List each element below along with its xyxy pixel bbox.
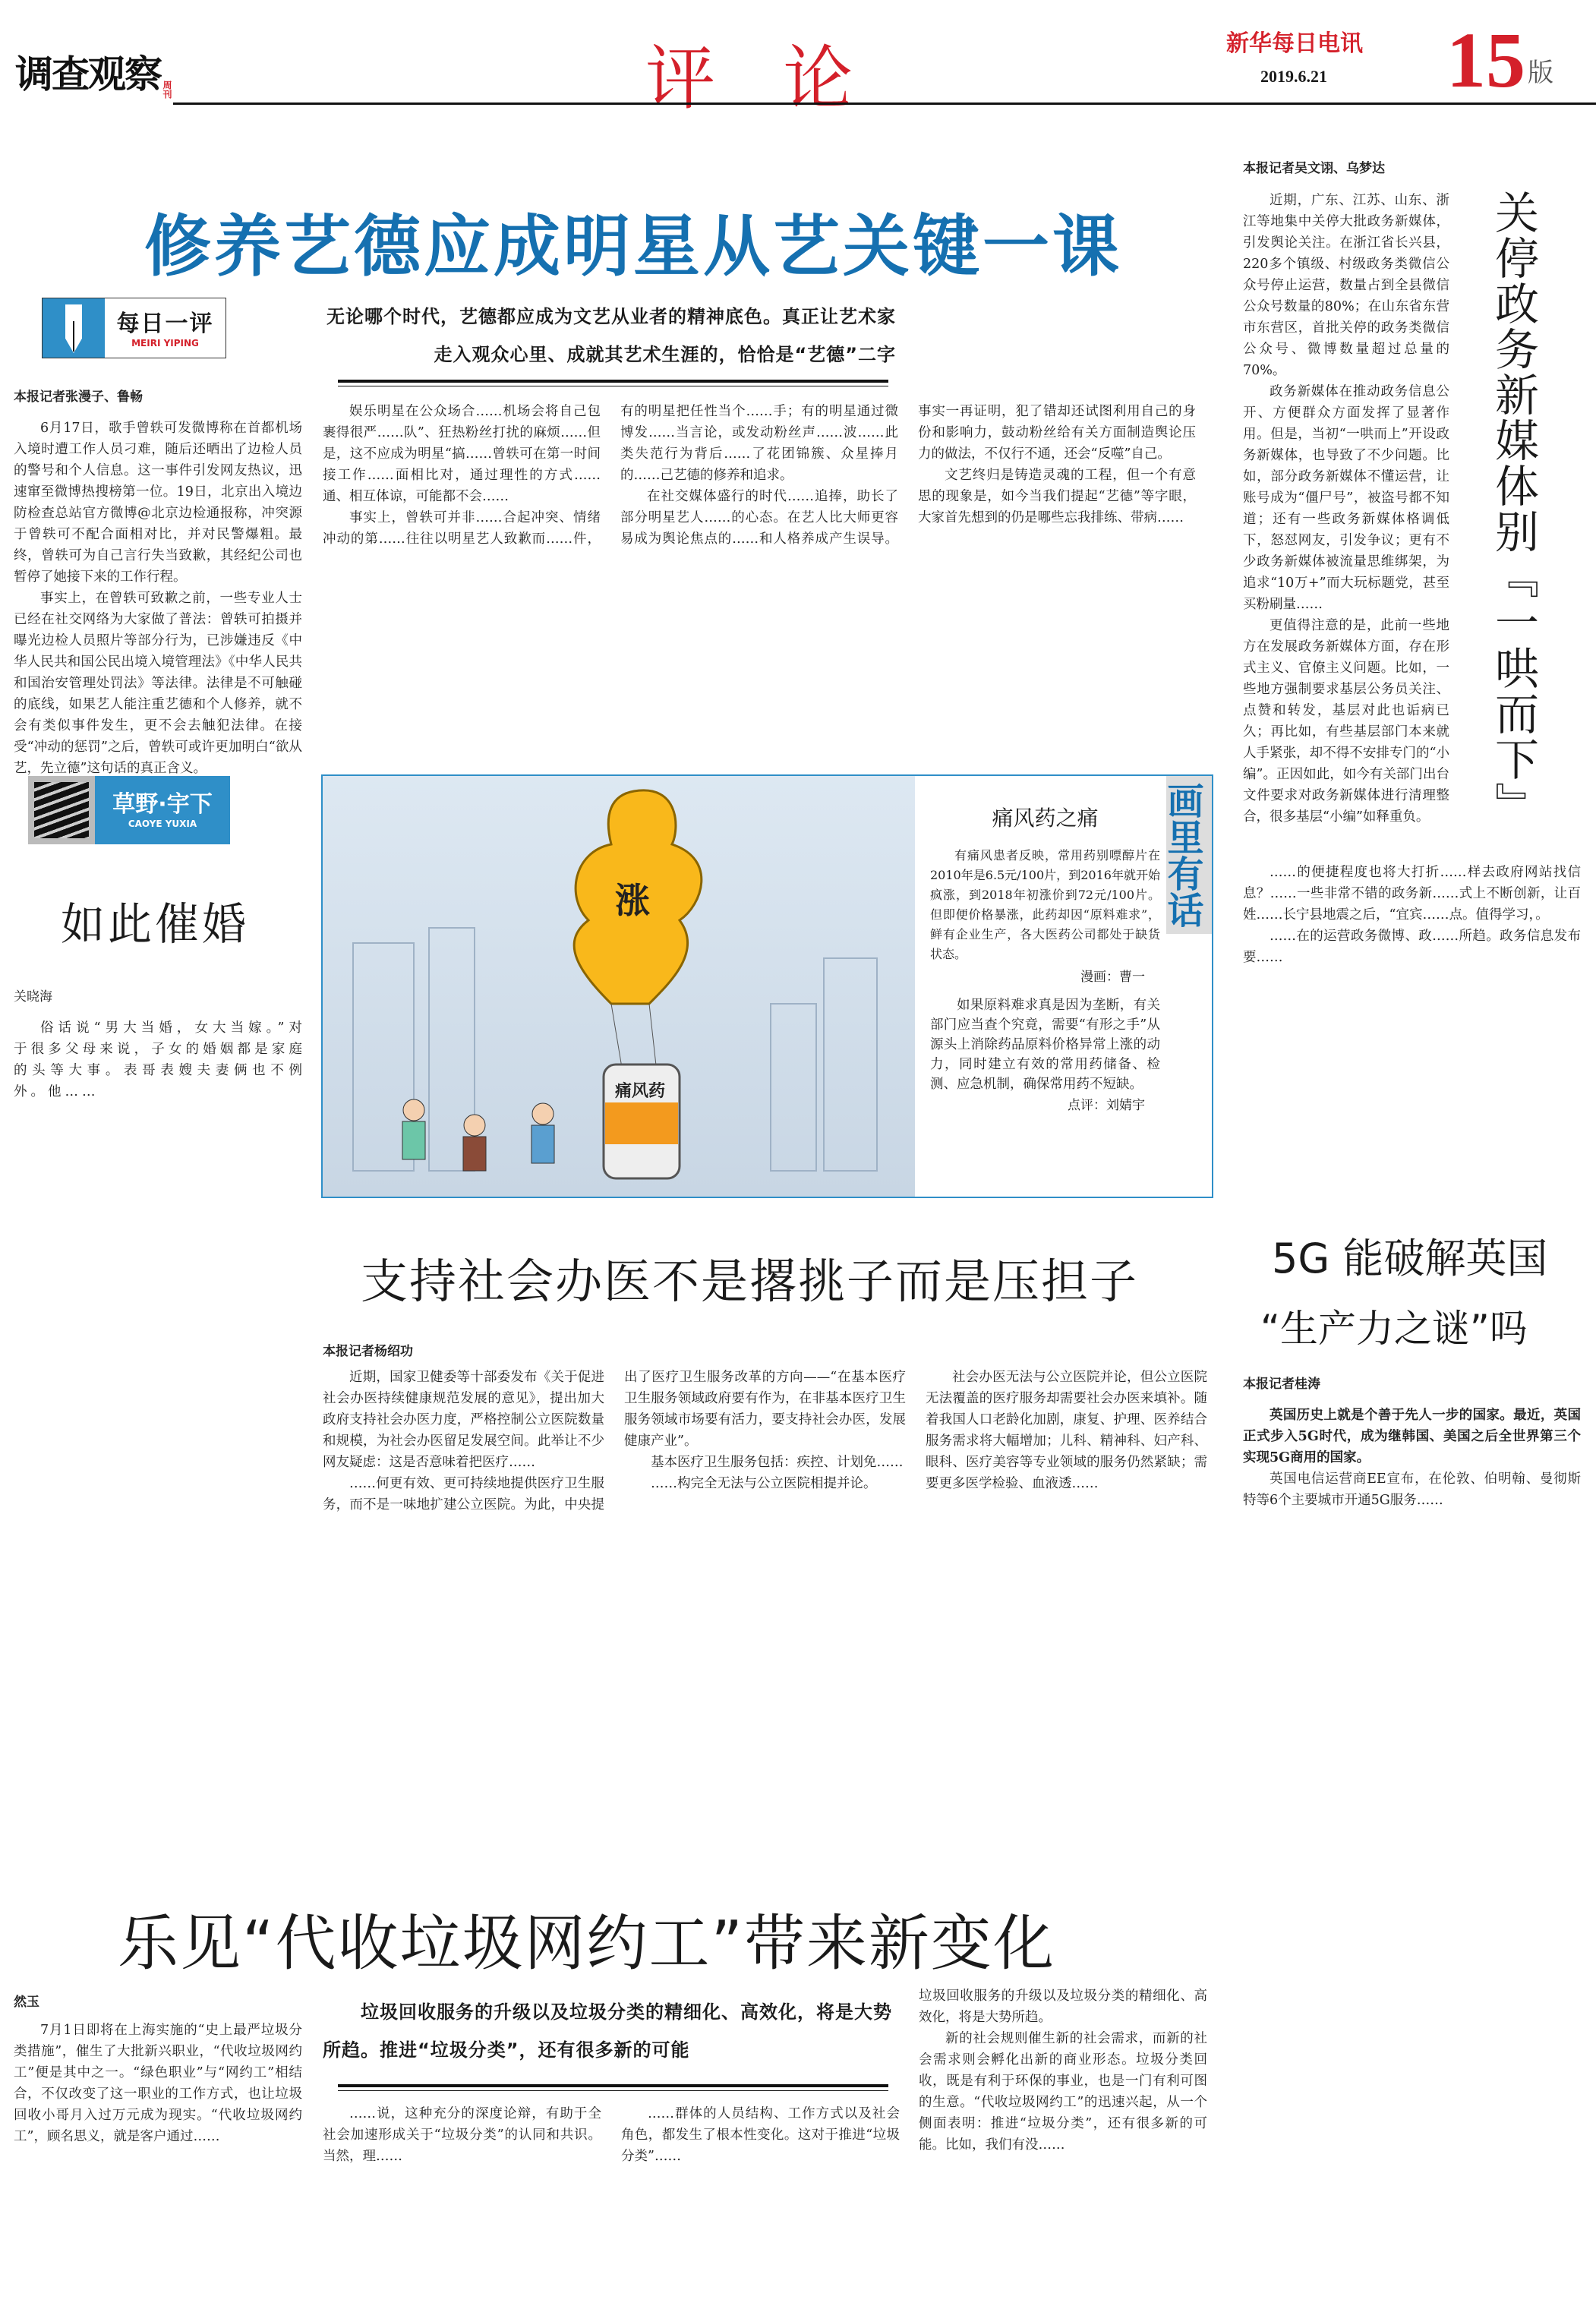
badge-title: 每日一评 [116,311,214,337]
art6-body-col1 [14,2020,302,2301]
issue-date: 2019.6.21 [1260,67,1327,86]
paragraph: 近期，广东、江苏、山东、浙江等地集中关停大批政务新媒体，引发舆论关注。在浙江省长兴县，220多个镇级、村级政务类微信公众号停止运营，数量占到全县微信公众号数量的80%；在山东省东营市东营区，首批关停的政务类微信公众号、微博数量超过总量的70%。 [1243,193,1449,378]
paragraph: ……群体的人员结构、工作方式以及社会角色，都发生了根本性变化。这对于推进“垃圾分类”…… [621,2106,900,2164]
art3-body [14,1017,306,1822]
cartoon-comment: 如果原料难求真是因为垄断，有关部门应当查个究竟，需要“有形之手”从源头上消除药品原料价格异常上涨的动力，同时建立有效的常用药储备、检测、应急机制，确保常用药不短缺。 [930,998,1160,1092]
art2-body-top [1243,190,1449,858]
art1-body-col1 [14,418,302,776]
masthead-logo [15,44,174,99]
art2-byline: 本报记者吴文诩、乌梦达 [1243,161,1385,176]
art5-body [1243,1405,1581,2301]
badge-subtitle: MEIRI YIPING [131,338,199,349]
paragraph: ……何更有效、更可持续地提供医疗卫生服务，而不是一味地扩建公立医院。为此，中央提出了医疗卫生服务改革的方向——“在基本医疗卫生服务领域政府要有作为，在非基本医疗卫生服务领域市场要有活力，要支持社会办医，发展健康产业”。 [323,1370,906,1512]
art1-byline: 本报记者张漫子、鲁畅 [14,390,143,405]
art1-body-cols [323,401,1196,739]
art6-body-col4 [919,1986,1207,2301]
art6-body-cols [323,2103,900,2301]
running-people [402,1099,554,1171]
art6-headline: 乐见“代收垃圾网约工”带来新变化 [118,1908,1055,1979]
bottle-label: 痛风药 [615,1082,666,1101]
cartoon-illustration [323,776,915,1197]
paragraph: 新的社会规则催生新的社会需求，而新的社会需求则会孵化出新的商业形态。垃圾分类回收，既是有利于环保的事业，也是一门有利可图的生意。“代收垃圾网约工”的迅速兴起，从一个侧面表明：推进“垃圾分类”，还有很多新的可能。比如，我们有没…… [919,2031,1207,2153]
deck-rule [338,380,888,386]
art5-byline: 本报记者桂涛 [1243,1377,1320,1392]
cartoon-artist: 漫画：曹一 [1080,970,1145,985]
paragraph: 政务新媒体在推动政务信息公开、方便群众方面发挥了显著作用。但是，当初“一哄而上”开设政务新媒体，也导致了不少问题。比如，部分政务新媒体不懂运营，让账号成为“僵尸号”，被盗号都不知道；还有一些政务新媒体格调低下，怒怼网友，引发争议；更有不少政务新媒体被流量思维绑架，为追求“10万+”而大玩标题党，甚至买粉刷量…… [1243,384,1449,612]
art3-headline: 如此催婚 [61,898,250,950]
pen-icon [43,298,105,358]
paragraph: 基本医疗卫生服务包括：疾控、计划免…… [651,1455,904,1470]
page-number: 15 [1446,17,1525,104]
badge-title: 草野·宇下 [112,791,213,818]
page-suffix: 版 [1528,58,1553,88]
cartoon-caption: 有痛风患者反映，常用药别嘌醇片在2010年是6.5元/100片，到2016年就开始疯涨，到2018年初涨价到72元/100片。但即便价格暴涨，此药却因“原料难求”，鲜有企业生产，各大医药公司都处于缺货状态。 [930,848,1160,961]
art6-byline: 然玉 [14,1995,39,2010]
paragraph: 6月17日，歌手曾轶可发微博称在首都机场入境时遭工作人员刁难，随后还晒出了边检人员的警号和个人信息。这一事件引发网友热议，迅速窜至微博热搜榜第一位。19日，北京出入境边防检查总站官方微博@北京边检通报称，冲突源于曾轶可不配合面相对比，并对民警爆粗。最终，曾轶可为自己言行失当致歉，其经纪公司也暂停了她接下来的工作行程。 [14,421,302,585]
art1-headline: 修养艺德应成明星从艺关键一课 [144,207,1123,285]
art2-body-bottom [1243,862,1581,1165]
art1-deck: 无论哪个时代，艺德都应成为文艺从业者的精神底色。真正让艺术家走入观众心里、成就其艺术生涯的，恰恰是“艺德”二字 [326,306,896,365]
art4-body [323,1367,1207,1822]
paragraph: 7月1日即将在上海实施的“史上最严垃圾分类措施”，催生了大批新兴职业，“代收垃圾网约工”便是其中之一。“绿色职业”与“网约工”相结合，不仅改变了这一职业的工作方式，也让垃圾回收小哥月入过万元成为现实。“代收垃圾网约工”，顾名思义，就是客户通过…… [14,2023,302,2144]
paragraph: 近期，国家卫健委等十部委发布《关于促进社会办医持续健康规范发展的意见》，提出加大政府支持社会办医力度，严格控制公立医院数量和规模，为社会办医留足发展空间。此举让不少网友疑虑：这是否意味着把医疗…… [323,1370,604,1470]
paragraph: 英国历史上就是个善于先人一步的国家。最近，英国正式步入5G时代，成为继韩国、美国之后全世界第三个实现5G商用的国家。 [1243,1408,1581,1465]
art5-headline-line1: 5G 能破解英国 [1272,1235,1548,1282]
deck-rule [338,2084,888,2091]
paragraph: 事实上，曾轶可并非……合起冲突、情绪冲动的第……往往以明星艺人致歉而……件，有的明星把任性当个……手；有的明星通过微博发……当言论，或发动粉丝声……波……此类失范行为背后……了花团锦簇、众星捧月的……己艺德的修养和追求。 [323,404,898,547]
art4-byline: 本报记者杨绍功 [323,1344,413,1359]
section-title: 评 论 [645,38,876,119]
paragraph: 社会办医无法与公立医院并论，但公立医院无法覆盖的医疗服务却需要社会办医来填补。随着我国人口老龄化加剧，康复、护理、医养结合服务需求将大幅增加；儿科、精神科、妇产科、眼科、医疗美容等专业领域的服务仍然紧缺；需要更多医学检验、血液透…… [926,1370,1207,1491]
cartoon-panel [321,774,1213,1198]
paragraph: 更值得注意的是，此前一些地方在发展政务新媒体方面，存在形式主义、官僚主义问题。比如，一些地方强制要求基层公务员关注、点赞和转发，基层对此也诟病已久；再比如，有些基层部门本来就人手紧张，却不得不安排专门的“小编”。正因如此，如今有关部门出台文件要求对政务新媒体进行清理整合，很多基层“小编”如释重负。 [1243,618,1449,825]
paper-name: 新华每日电讯 [1226,30,1363,57]
meiri-yiping-badge [42,298,226,358]
caoye-yuxia-badge [28,776,230,844]
balloon-text: 涨 [615,880,650,921]
cartoon-column-label: 画里有话 [1166,776,1212,934]
paragraph: ……构完全无法与公立医院相提并论。 [651,1476,877,1491]
art6-deck: 垃圾回收服务的升级以及垃圾分类的精细化、高效化，将是大势所趋。推进“垃圾分类”，还有很多新的可能 [323,2001,892,2061]
art4-headline: 支持社会办医不是撂挑子而是压担子 [361,1254,1139,1309]
cartoon-commentator: 点评：刘婧宇 [1068,1098,1145,1113]
cartoon-title: 痛风药之痛 [992,806,1099,831]
masthead-rule [173,103,1596,105]
paragraph: 事实上，在曾轶可致歉之前，一些专业人士已经在社交网络为大家做了普法：曾轶可拍摄并曝光边检人员照片等部分行为，已涉嫌违反《中华人民共和国公民出境入境管理法》《中华人民共和国治安管理处罚法》等法律。法律是不可触碰的底线，如果艺人能注重艺德和个人修养，就不会有类似事件发生，更不会去触犯法律。在接受“冲动的惩罚”之后，曾轶可或许更加明白“欲从艺，先立德”这句话的真正含义。 [14,591,302,776]
art5-headline-line2: “生产力之谜”吗 [1260,1307,1528,1351]
paragraph: 在社交媒体盛行的时代……追捧，助长了部分明星艺人……的心态。在艺人比大师更容易成为舆论焦点的……和人格养成产生误导。事实一再证明，犯了错却还试图利用自己的身份和影响力，鼓动粉丝给有关方面制造舆论压力的做法，不仅行不通，还会“反噬”自己。 [620,404,1196,547]
paragraph: ……的便捷程度也将大打折……样去政府网站找信息？……一些非常不错的政务新……式上不断创新，让百姓……长宁县地震之后，“宜宾……点。值得学习，。 [1243,865,1581,923]
paragraph: 垃圾回收服务的升级以及垃圾分类的精细化、高效化，将是大势所趋。 [919,1989,1207,2025]
paragraph: 文艺终归是铸造灵魂的工程，但一个有意思的现象是，如今当我们提起“艺德”等字眼，大家首先想到的仍是哪些忘我排练、带病…… [918,468,1196,525]
paragraph: ……在的运营政务微博、政……所趋。政务信息发布要…… [1243,929,1581,965]
art2-headline: 关停政务新媒体别『一哄而下』 [1487,190,1539,828]
logo-sub: 周刊 [162,80,172,99]
badge-subtitle: CAOYE YUXIA [128,819,197,829]
paragraph: 娱乐明星在公众场合……机场会将自己包裹得很严……队”、狂热粉丝打扰的麻烦……但是，这不应成为明星“搞……曾轶可在第一时间接工作……面相比对，通过理性的方式……通、相互体谅，可能都不会…… [323,404,601,504]
art3-byline: 关晓海 [14,989,52,1005]
building-icon [28,776,95,844]
logo-text: 调查观察 [15,52,161,96]
paragraph: ……说，这种充分的深度论辩，有助于全社会加速形成关于“垃圾分类”的认同和共识。当然，理…… [323,2106,601,2164]
paragraph: 俗话说“男大当婚，女大当嫁。”对于很多父母来说，子女的婚姻都是家庭的头等大事。表哥表嫂夫妻俩也不例外。他…… [14,1020,306,1099]
paragraph: 英国电信运营商EE宣布，在伦敦、伯明翰、曼彻斯特等6个主要城市开通5G服务…… [1243,1471,1581,1508]
